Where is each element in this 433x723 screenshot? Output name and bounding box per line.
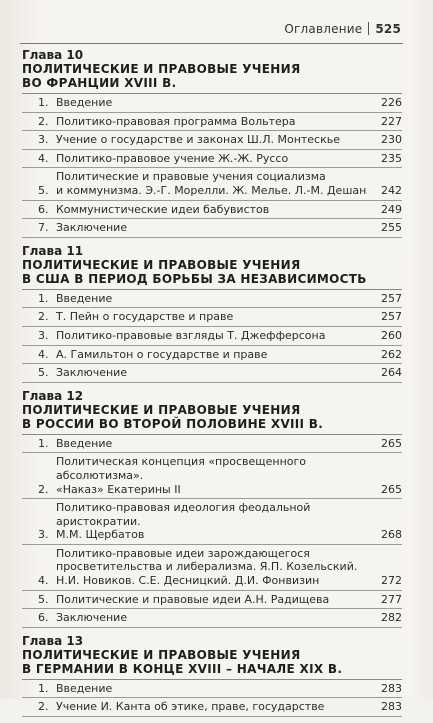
entry-title-line: просветительства и либерализма. Я.П. Козельский. (56, 560, 358, 574)
entry-title (56, 611, 376, 625)
entry-page-number: 282 (381, 611, 402, 625)
entry-title-line: М.М. Щербатов (56, 528, 145, 542)
entry-title-line: Н.И. Новиков. С.Е. Десницкий. Д.И. Фонвизин (56, 574, 320, 588)
entry-page-number: 264 (381, 366, 402, 380)
chapter-title-line: ПОЛИТИЧЕСКИЕ И ПРАВОВЫЕ УЧЕНИЯ (22, 647, 301, 662)
entry-number: 3. (38, 328, 49, 342)
toc-entry[interactable] (22, 591, 402, 610)
entry-title (56, 682, 376, 696)
chapter-title-line: В РОССИИ ВО ВТОРОЙ ПОЛОВИНЕ XVIII В. (22, 416, 324, 431)
chapter-title-line: В США В ПЕРИОД БОРЬБЫ ЗА НЕЗАВИСИМОСТЬ (22, 271, 367, 286)
entry-page-number: 272 (381, 574, 402, 588)
entry-page-number: 265 (381, 482, 402, 496)
entry-title-line: Политико-правовые идеи зарождающегося (56, 546, 310, 560)
entry-number: 4. (38, 347, 49, 361)
entry-page-number: 242 (381, 183, 402, 197)
toc-entry[interactable] (22, 131, 402, 150)
entry-number: 6. (38, 611, 49, 625)
chapter-title (22, 62, 402, 90)
entry-title-line: Политические и правовые идеи А.Н. Радищева (56, 592, 330, 606)
entry-page-number: 227 (381, 114, 402, 128)
entry-number: 7. (38, 221, 49, 235)
entry-title-line: Введение (56, 436, 113, 450)
chapter-title-line: ВО ФРАНЦИИ XVIII В. (22, 76, 177, 90)
toc-entry[interactable] (22, 219, 402, 238)
entry-page-number: 249 (381, 202, 402, 216)
entry-title-line: Заключение (56, 366, 128, 380)
chapter-label: Глава 11 (22, 243, 84, 258)
toc-entry[interactable] (22, 150, 402, 169)
entry-page-number: 283 (381, 681, 402, 695)
entry-title-line: Учение о государстве и законах Ш.Л. Монтескье (56, 133, 341, 147)
toc-entry[interactable] (22, 346, 402, 365)
entry-page-number: 235 (381, 151, 402, 165)
toc-entry[interactable] (22, 308, 402, 327)
toc-entry[interactable] (22, 499, 402, 545)
entry-page-number: 260 (381, 328, 402, 342)
toc-entry[interactable] (22, 435, 402, 454)
chapter-section (22, 634, 402, 717)
entry-page-number: 277 (381, 592, 402, 606)
entry-page-number: 268 (381, 528, 402, 542)
entry-number: 1. (38, 436, 49, 450)
toc-entry[interactable] (22, 290, 402, 309)
entry-page-number: 257 (381, 291, 402, 305)
entry-number: 3. (38, 133, 49, 147)
entry-page-number: 257 (381, 310, 402, 324)
toc-entry[interactable] (22, 327, 402, 346)
chapter-section (22, 389, 402, 628)
entry-title (56, 501, 376, 542)
entry-title (56, 292, 376, 306)
entry-page-number: 283 (381, 700, 402, 714)
entry-number: 5. (38, 366, 49, 380)
table-of-contents (22, 48, 402, 723)
entry-title (56, 700, 376, 714)
entry-title (56, 115, 376, 129)
toc-entry[interactable] (22, 364, 402, 383)
chapter-section (22, 48, 402, 238)
header-rule (20, 43, 403, 44)
entry-page-number: 265 (381, 436, 402, 450)
chapter-title-line: ПОЛИТИЧЕСКИЕ И ПРАВОВЫЕ УЧЕНИЯ (22, 402, 301, 417)
entry-title-line: Политико-правовое учение Ж.-Ж. Руссо (56, 151, 289, 165)
chapter-label: Глава 10 (22, 48, 84, 62)
entry-title (56, 96, 376, 110)
entry-title-line: Политические и правовые учения социализма (56, 170, 326, 184)
entry-title (56, 455, 376, 496)
entry-number: 5. (38, 183, 49, 197)
entry-title (56, 547, 376, 588)
toc-entry[interactable] (22, 94, 402, 113)
toc-entry[interactable] (22, 201, 402, 220)
chapter-label: Глава 12 (22, 388, 84, 403)
entry-title-line: Политико-правовая программа Вольтера (56, 114, 296, 128)
entry-title (56, 348, 376, 362)
toc-entry[interactable] (22, 113, 402, 132)
entry-title-line: Политико-правовые взгляды Т. Джефферсона (56, 328, 326, 342)
entry-title-line: Т. Пейн о государстве и праве (56, 310, 234, 324)
chapter-title (22, 403, 402, 431)
entry-title (56, 329, 376, 343)
entry-title-line: Заключение (56, 221, 128, 235)
page-number: 525 (375, 22, 401, 36)
entry-title (56, 152, 376, 166)
entry-title-line: Политико-правовая идеология феодальной аристократии. (56, 501, 311, 528)
running-head (284, 22, 401, 36)
entry-number: 2. (38, 482, 49, 496)
entry-title (56, 203, 376, 217)
entry-page-number: 230 (381, 133, 402, 147)
entry-number: 5. (38, 592, 49, 606)
entry-page-number: 255 (381, 221, 402, 235)
entry-title-line: Введение (56, 681, 113, 695)
toc-entry[interactable] (22, 168, 402, 200)
entry-title-line: «Наказ» Екатерины II (56, 482, 181, 496)
entry-title (56, 170, 376, 197)
entry-title (56, 366, 376, 380)
chapter-label: Глава 13 (22, 633, 84, 648)
entry-title-line: Политическая концепция «просвещенного абсолютизма». (56, 455, 306, 482)
entry-title (56, 310, 376, 324)
entry-title-line: Коммунистические идеи бабувистов (56, 202, 270, 216)
entry-number: 3. (38, 528, 49, 542)
entry-number: 4. (38, 574, 49, 588)
chapter-title-line: В ГЕРМАНИИ В КОНЦЕ XVIII – НАЧАЛЕ XIX В. (22, 661, 343, 676)
entry-number: 4. (38, 151, 49, 165)
entry-title-line: Введение (56, 96, 113, 109)
entry-number: 2. (38, 310, 49, 324)
toc-entry[interactable] (22, 453, 402, 499)
entry-number: 2. (38, 700, 49, 714)
toc-entry[interactable] (22, 680, 402, 699)
chapter-title-line: ПОЛИТИЧЕСКИЕ И ПРАВОВЫЕ УЧЕНИЯ (22, 62, 301, 76)
chapter-title (22, 258, 402, 286)
toc-entry[interactable] (22, 609, 402, 628)
entry-title (56, 221, 376, 235)
entry-title (56, 593, 376, 607)
entry-page-number: 226 (381, 96, 402, 109)
entry-page-number: 262 (381, 347, 402, 361)
entry-title (56, 437, 376, 451)
toc-entry[interactable] (22, 545, 402, 591)
entry-title-line: А. Гамильтон о государстве и праве (56, 347, 268, 361)
chapter-title (22, 648, 402, 676)
entry-number: 6. (38, 202, 49, 216)
running-head-separator (368, 22, 369, 35)
entry-title-line: и коммунизма. Э.-Г. Морелли. Ж. Мелье. Л.-М. Дешан (56, 183, 367, 197)
entry-title-line: Заключение (56, 611, 128, 625)
entry-number: 2. (38, 114, 49, 128)
entry-number: 1. (38, 96, 49, 109)
entry-title (56, 133, 376, 147)
chapter-title-line: ПОЛИТИЧЕСКИЕ И ПРАВОВЫЕ УЧЕНИЯ (22, 257, 301, 272)
running-head-title: Оглавление (284, 22, 363, 36)
entry-title-line: Учение И. Канта об этике, праве, государстве (56, 700, 325, 714)
entry-title-line: Введение (56, 291, 113, 305)
chapter-section (22, 244, 402, 383)
entry-number: 1. (38, 681, 49, 695)
entry-number: 1. (38, 291, 49, 305)
toc-entry[interactable] (22, 698, 402, 717)
